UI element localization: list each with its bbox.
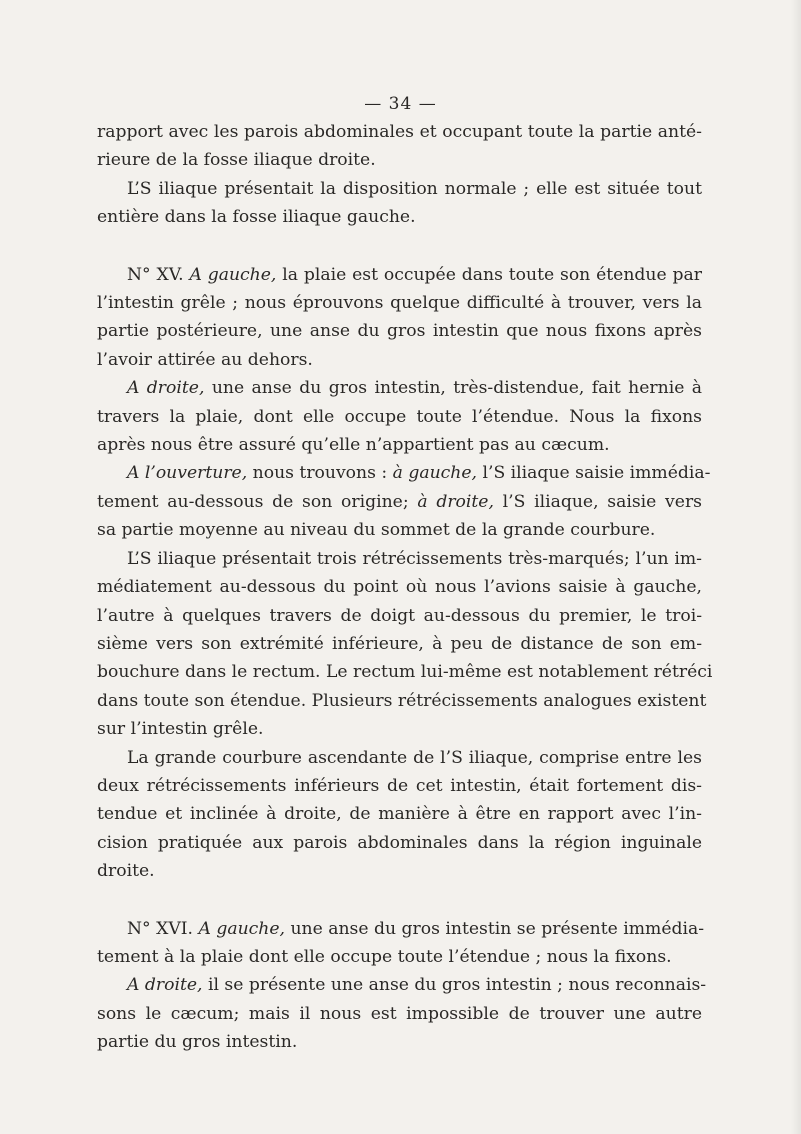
page-edge-shadow xyxy=(791,0,801,1134)
text-run: une anse du gros intestin se présente immédia- xyxy=(285,918,705,939)
text-run: tement au-dessous de son origine; xyxy=(97,491,418,512)
text-line xyxy=(97,261,702,289)
italic-phrase: à gauche, xyxy=(392,463,478,484)
text-line: bouchure dans le rectum. Le rectum lui-même est notablement rétréci xyxy=(97,662,713,683)
text-line: sième vers son extrémité inférieure, à peu de distance de son em- xyxy=(97,633,702,654)
case-number: N° XVI. xyxy=(127,918,199,939)
text-line: L’S iliaque présentait trois rétrécissements très-marqués; l’un im- xyxy=(127,548,702,569)
text-line: travers la plaie, dont elle occupe toute l’étendue. Nous la fixons xyxy=(97,406,702,427)
text-run: nous trouvons : xyxy=(247,463,393,484)
text-run: la plaie est occupée dans toute son étendue par xyxy=(276,264,702,285)
text-line: partie du gros intestin. xyxy=(97,1032,298,1053)
text-line xyxy=(97,459,711,487)
text-line xyxy=(97,915,705,943)
text-line: L’S iliaque présentait la disposition normale ; elle est située tout xyxy=(127,178,702,199)
body-text xyxy=(97,118,713,1057)
text-line xyxy=(97,971,707,999)
text-line: médiatement au-dessous du point où nous l’avions saisie à gauche, xyxy=(97,577,702,598)
text-line: partie postérieure, une anse du gros intestin que nous fixons après xyxy=(97,321,702,342)
text-line: l’avoir attirée au dehors. xyxy=(97,349,313,370)
italic-phrase: A droite, xyxy=(127,975,203,996)
text-line: après nous être assuré qu’elle n’appartient pas au cæcum. xyxy=(97,435,610,456)
section-gap xyxy=(97,232,702,261)
italic-phrase: A l’ouverture, xyxy=(127,463,248,484)
text-line: dans toute son étendue. Plusieurs rétrécissements analogues existent xyxy=(97,690,707,711)
text-run: une anse du gros intestin, très-distendue, fait hernie à xyxy=(204,378,703,399)
text-line xyxy=(97,374,702,402)
text-line: l’intestin grêle ; nous éprouvons quelque difficulté à trouver, vers la xyxy=(97,293,702,314)
text-line: rapport avec les parois abdominales et occupant toute la partie anté- xyxy=(97,122,702,142)
text-line: tendue et inclinée à droite, de manière à être en rapport avec l’in- xyxy=(97,804,702,825)
text-line: cision pratiquée aux parois abdominales dans la région inguinale xyxy=(97,832,702,853)
text-line: tement à la plaie dont elle occupe toute l’étendue ; nous la fixons. xyxy=(97,946,672,967)
text-line xyxy=(97,488,702,516)
page-number: — 34 — xyxy=(364,94,437,114)
text-line: La grande courbure ascendante de l’S iliaque, comprise entre les xyxy=(127,747,702,768)
case-number: N° XV. xyxy=(127,264,190,285)
text-line: rieure de la fosse iliaque droite. xyxy=(97,150,376,171)
italic-phrase: A gauche, xyxy=(189,264,277,285)
text-line: sons le cæcum; mais il nous est impossible de trouver une autre xyxy=(97,1003,702,1024)
text-line: droite. xyxy=(97,861,155,882)
italic-phrase: A droite, xyxy=(127,378,205,399)
text-run: l’S iliaque, saisie vers xyxy=(493,491,702,512)
text-line: sur l’intestin grêle. xyxy=(97,719,264,740)
text-line: l’autre à quelques travers de doigt au-dessous du premier, le troi- xyxy=(97,605,702,626)
text-run: l’S iliaque saisie immédia- xyxy=(477,463,711,484)
italic-phrase: à droite, xyxy=(417,491,494,512)
text-line: deux rétrécissements inférieurs de cet intestin, était fortement dis- xyxy=(97,775,702,796)
italic-phrase: A gauche, xyxy=(198,918,285,939)
section-gap xyxy=(97,886,702,915)
text-line: entière dans la fosse iliaque gauche. xyxy=(97,207,416,228)
text-run: il se présente une anse du gros intestin ; nous reconnais- xyxy=(202,975,707,996)
text-line: sa partie moyenne au niveau du sommet de la grande courbure. xyxy=(97,520,656,541)
